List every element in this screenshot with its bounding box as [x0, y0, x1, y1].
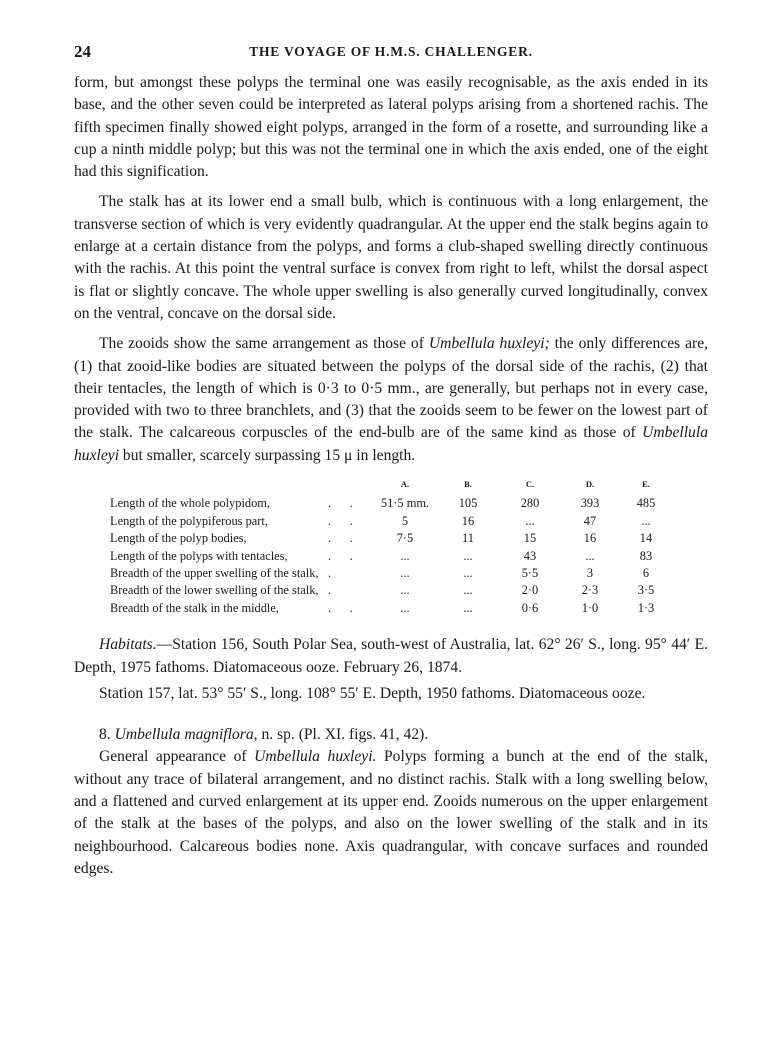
measurements-table [110, 476, 674, 617]
paragraph-station-157: Station 157, lat. 53° 55′ S., long. 108° 55′ E. Depth, 1950 fathoms. Diatomaceous ooze. [99, 684, 646, 702]
cell-d: 16 [583, 531, 597, 546]
cell-a: 5 [401, 513, 409, 528]
cell-c: ... [525, 513, 535, 528]
row-label: Length of the whole polypidom, [110, 496, 271, 511]
cell-d: 3 [586, 566, 594, 581]
column-header: E. [642, 479, 650, 490]
cell-e: ... [641, 513, 651, 528]
cell-e: 3·5 [637, 583, 655, 598]
table-row [110, 513, 674, 530]
species-number: 8. [99, 726, 115, 744]
cell-b: 11 [462, 531, 474, 546]
table-row [110, 530, 674, 547]
species-heading [74, 724, 708, 746]
row-label: Breadth of the lower swelling of the stalk, [110, 583, 319, 598]
leader-dots: . . [328, 496, 353, 511]
cell-b: 16 [461, 513, 475, 528]
paragraph-habitats [74, 634, 708, 679]
header-spacer [328, 476, 372, 495]
leader-dots: . [328, 566, 332, 581]
cell-b: ... [463, 566, 473, 581]
cell-a: ... [400, 583, 410, 598]
cell-c: 5·5 [521, 566, 539, 581]
cell-b: 105 [458, 496, 478, 511]
cell-e: 83 [639, 548, 653, 563]
paragraph-stalk: The stalk has at its lower end a small bulb, which is continuous with a long enlargement, the transverse section of which is very evidently quadrangular. At the upper end the stalk begins again to enlarge at a certain distance from the polyps, and forms a club-shaped swelling directly continuous with the rachis. At this point the ventral surface is convex from right to left, whilst the dorsal aspect is flat or slightly concave. The whole upper swelling is also generally curved longitudinally, convex on the ventral, concave on the dorsal side. [74, 193, 708, 322]
cell-d: ... [585, 548, 595, 563]
running-title: THE VOYAGE OF H.M.S. CHALLENGER. [249, 44, 533, 59]
habitats-station-156: —Station 156, South Polar Sea, south-west of Australia, lat. 62° 26′ S., long. 95° 44′ E. Depth, 1975 fathoms. Diatomaceous ooze. February 26, 1874. [74, 636, 708, 676]
cell-b: ... [463, 600, 473, 615]
cell-a: 7·5 [396, 531, 414, 546]
page [74, 38, 708, 880]
row-label: Breadth of the upper swelling of the stalk, [110, 566, 319, 581]
cell-b: ... [463, 583, 473, 598]
cell-c: 43 [523, 548, 537, 563]
cell-c: 15 [523, 531, 537, 546]
desc-text-a: General appearance of [99, 748, 255, 766]
species-description [74, 746, 708, 880]
cell-d: 1·0 [581, 600, 599, 615]
paragraph-polyp-arrangement: form, but amongst these polyps the terminal one was easily recognisable, as the axis ended in its base, and the other seven could be interpreted as lateral polyps arising from a shortened rachis. The fifth specimen finally showed eight polyps, arranged in the form of a rosette, and surrounding like a cup a ninth middle polyp; but this was not the terminal one in which the axis ended, one of the eight had this signification. [74, 74, 708, 181]
leader-dots: . . [328, 600, 353, 615]
desc-text-b: Polyps forming a bunch at the end of the stalk, without any trace of bilateral arrangement, and no distinct rachis. Stalk with a long swelling below, and a flattened and curved enlargement at its upper end. Zooids numerous on the upper enlargement of the stalk at the bases of the polyps, and also on the lower swelling of the stalk and in its neighbourhood. Calcareous bodies none. Axis quadrangular, with concave surfaces and rounded edges. [74, 748, 708, 877]
zooids-text-a: The zooids show the same arrangement as those of [99, 335, 429, 353]
species-name: Umbellula huxleyi; [428, 335, 550, 353]
column-header: B. [464, 479, 472, 490]
cell-d: 47 [583, 513, 597, 528]
table-row [110, 565, 674, 582]
cell-e: 1·3 [637, 600, 655, 615]
species-name: Umbellula huxleyi. [254, 748, 377, 766]
habitats-label: Habitats. [99, 636, 157, 654]
cell-a: ... [400, 566, 410, 581]
page-header [74, 38, 708, 62]
zooids-text-c: but smaller, scarcely surpassing 15 μ in length. [119, 446, 416, 464]
table-row [110, 548, 674, 565]
zooids-text-b: the only differences are, (1) that zooid-like bodies are situated between the polyps of the dorsal side of the rachis, (2) that their tentacles, the length of which is 0·3 to 0·5 mm., are generally, but perhaps not in every case, provided with two to three branchlets, and (3) that the zooids seem to be fewer on the lowest part of the stalk. The calcareous corpuscles of the end-bulb are of the same kind as those of [74, 335, 709, 442]
paragraph-zooids [74, 333, 708, 467]
row-label: Length of the polypiferous part, [110, 513, 268, 528]
cell-c: 2·0 [521, 583, 539, 598]
species-name: Umbellula magniflora [114, 726, 254, 744]
table-row [110, 600, 674, 617]
species-name: Umbellula huxleyi [74, 424, 708, 464]
column-header: A. [400, 479, 410, 490]
table-row [110, 495, 674, 512]
cell-a: ... [400, 600, 410, 615]
cell-c: 280 [520, 496, 540, 511]
cell-d: 393 [580, 496, 600, 511]
row-label: Length of the polyps with tentacles, [110, 548, 288, 563]
table-row [110, 582, 674, 599]
column-header: D. [585, 479, 595, 490]
cell-e: 6 [642, 566, 650, 581]
cell-d: 2·3 [581, 583, 599, 598]
page-number: 24 [74, 42, 91, 61]
cell-b: ... [463, 548, 473, 563]
leader-dots: . . [328, 531, 353, 546]
row-label: Breadth of the stalk in the middle, [110, 600, 279, 615]
header-spacer [110, 476, 328, 495]
species-suffix: , n. sp. (Pl. XI. figs. 41, 42). [253, 726, 429, 744]
cell-a: 51·5 mm. [380, 496, 430, 511]
column-header: C. [525, 479, 535, 490]
leader-dots: . . [328, 548, 353, 563]
leader-dots: . . [328, 513, 353, 528]
row-label: Length of the polyp bodies, [110, 531, 247, 546]
cell-e: 14 [639, 531, 653, 546]
leader-dots: . [328, 583, 332, 598]
cell-a: ... [400, 548, 410, 563]
cell-e: 485 [636, 496, 656, 511]
table-header-row [110, 476, 674, 495]
cell-c: 0·6 [521, 600, 539, 615]
